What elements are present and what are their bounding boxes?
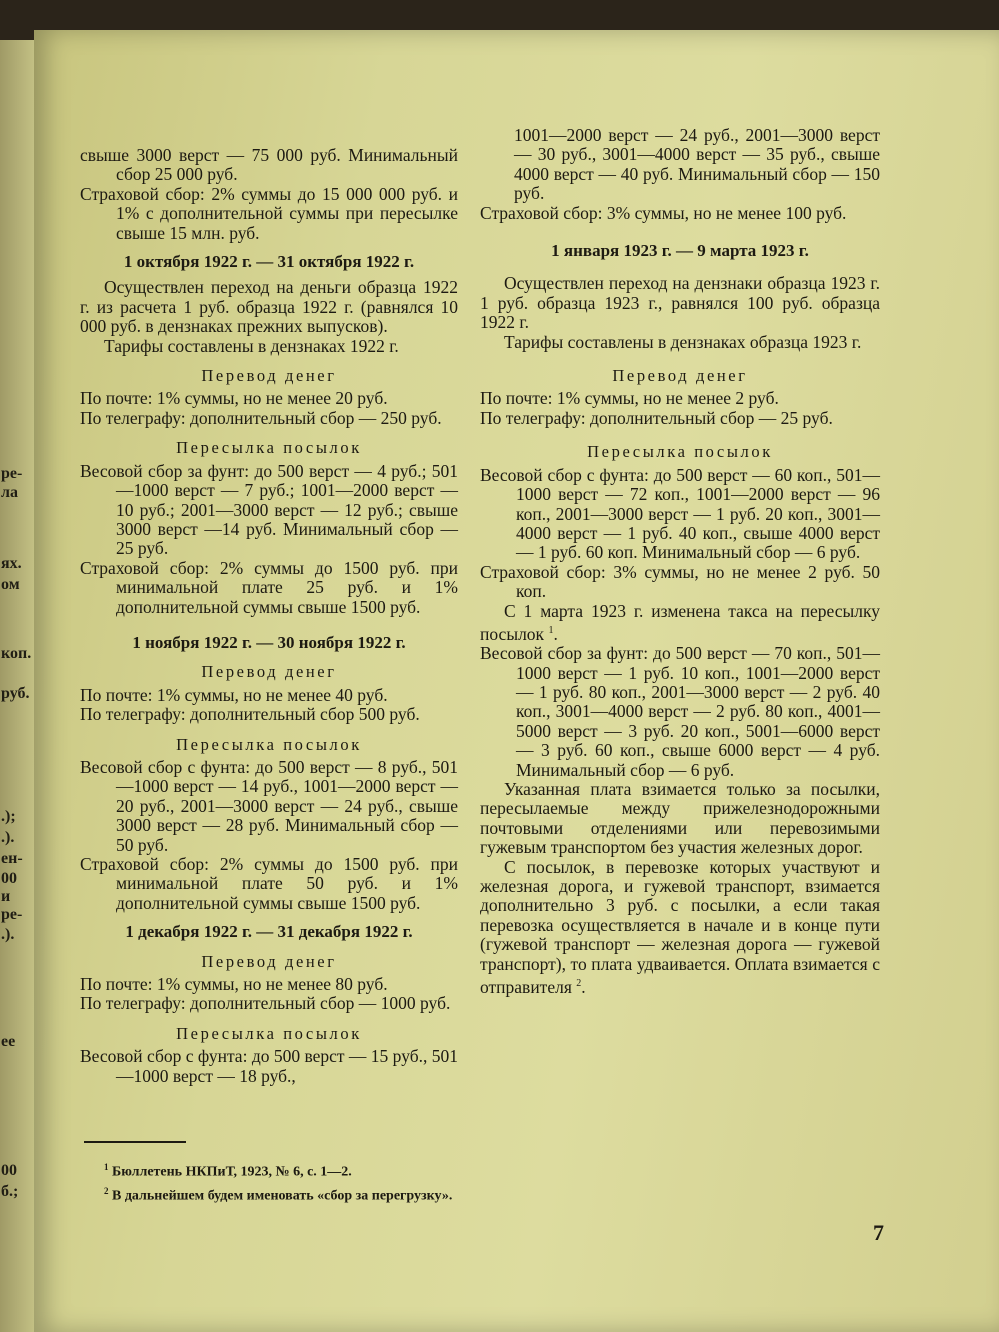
paragraph: По почте: 1% суммы, но не менее 2 руб. — [480, 388, 779, 409]
margin-fragment: ре- — [1, 906, 23, 923]
margin-fragment: коп. — [1, 645, 32, 662]
footnote-rule — [84, 1141, 186, 1143]
paragraph: Осуществлен переход на деньги образца 1922 г. из расчета 1 руб. образца 1922 г. (равнялся 10 000 руб. в дензнаках прежних выпусков). — [80, 277, 458, 337]
section-heading: Пересылка посылок — [176, 438, 362, 458]
footnote-number: 1 — [104, 1162, 109, 1172]
margin-fragment: ях. — [1, 555, 22, 572]
margin-fragment: 00 — [1, 870, 17, 887]
previous-page-edge — [0, 40, 34, 1332]
page-number: 7 — [873, 1220, 884, 1245]
paragraph: Страховой сбор: 2% суммы до 15 000 000 руб. и 1% с дополнительной суммы при пересылке свыше 15 млн. руб. — [80, 183, 458, 243]
margin-fragment: руб. — [1, 685, 30, 702]
paragraph: С посылок, в перевозке которых участвуют и железная дорога, и гужевой транспорт, взимается дополнительно 3 руб. с посылки, а если такая перевозка осуществляется в начале и в конце пути (гужевой транспорт — железная дорога — гужевой транспорт), то плата удваивается. Оплата взимается с отправителя $^2$. — [480, 856, 880, 997]
margin-fragment: и — [1, 888, 11, 905]
footnotes — [104, 1158, 604, 1205]
paragraph: Весовой сбор с фунта: до 500 верст — 8 руб., 501—1000 верст — 14 руб., 1001—2000 верст — 20 руб., 2001—3000 верст — 24 руб., свыше 3000 верст — 28 руб. Минимальный сбор — 50 руб. — [80, 756, 458, 855]
paragraph: По почте: 1% суммы, но не менее 40 руб. — [80, 684, 388, 705]
footnote — [104, 1158, 604, 1182]
footnote-ref: 2 — [576, 978, 582, 990]
paragraph-text: С посылок, в перевозке которых участвуют и железная дорога, и гужевой транспорт, взимается дополнительно 3 руб. с посылки, а если такая перевозка осуществляется в начале и в конце пути (гужевой транспорт — железная дорога — гужевой транспорт), то плата удваивается. Оплата взимается с отправителя — [480, 856, 880, 997]
paragraph: По телеграфу: дополнительный сбор 500 руб. — [80, 704, 420, 725]
paragraph: По телеграфу: дополнительный сбор — 1000 руб. — [80, 993, 451, 1014]
margin-fragment: ее — [1, 1033, 16, 1050]
paragraph: Страховой сбор: 2% суммы до 1500 руб. при минимальной плате 25 руб. и 1% дополнительной суммы свыше 1500 руб. — [80, 557, 458, 617]
paragraph: Осуществлен переход на дензнаки образца 1923 г. 1 руб. образца 1923 г., равнялся 100 руб. образца 1922 г. — [480, 273, 880, 333]
paragraph: По телеграфу: дополнительный сбор — 250 руб. — [80, 407, 442, 428]
paragraph: Страховой сбор: 3% суммы, но не менее 100 руб. — [480, 202, 847, 223]
paragraph: Весовой сбор с фунта: до 500 верст — 15 руб., 501—1000 верст — 18 руб., — [80, 1046, 459, 1086]
paragraph: По телеграфу: дополнительный сбор — 25 руб. — [480, 407, 833, 428]
footnote-number: 2 — [104, 1185, 109, 1196]
margin-fragment: б.; — [1, 1183, 19, 1200]
margin-fragment: 00 — [1, 1162, 17, 1179]
left-column — [80, 146, 458, 1086]
paragraph: По почте: 1% суммы, но не менее 80 руб. — [80, 974, 388, 995]
margin-fragment: .); — [1, 808, 16, 825]
date-heading: 1 октября 1922 г. — 31 октября 1922 г. — [123, 252, 415, 272]
section-heading: Пересылка посылок — [587, 442, 773, 462]
paragraph: Указанная плата взимается только за посылки, пересылаемые между прижелезнодорожными почтовыми отделениями или перевозимыми гужевым транспортом без участия железных дорог. — [480, 779, 880, 858]
paragraph: Тарифы составлены в дензнаках образца 1923 г. — [504, 331, 862, 352]
margin-fragment: ла — [1, 484, 18, 501]
section-heading: Пересылка посылок — [176, 1023, 362, 1043]
margin-fragment: .). — [1, 829, 15, 846]
paragraph: Весовой сбор за фунт: до 500 верст — 4 руб.; 501—1000 верст — 7 руб.; 1001—2000 верст — 10 руб.; 2001—3000 верст — 12 руб.; свыше 3000 верст —14 руб. Минимальный сбор — 25 руб. — [80, 460, 458, 559]
margin-fragment: ен- — [1, 850, 23, 867]
footnote-text: В дальнейшем будем именовать «сбор за перегрузку». — [112, 1188, 453, 1204]
paragraph: Тарифы составлены в дензнаках 1922 г. — [104, 335, 399, 356]
date-heading: 1 января 1923 г. — 9 марта 1923 г. — [551, 241, 809, 261]
footnote-text: Бюллетень НКПиТ, 1923, № 6, с. 1—2. — [112, 1164, 352, 1180]
paragraph: 1001—2000 верст — 24 руб., 2001—3000 верст — 30 руб., 3001—4000 верст — 35 руб., свыше 4000 верст — 40 руб. Минимальный сбор — 150 руб. — [514, 125, 880, 204]
section-heading: Перевод денег — [612, 366, 748, 386]
date-heading: 1 ноября 1922 г. — 30 ноября 1922 г. — [132, 632, 406, 652]
paragraph-text: С 1 марта 1923 г. изменена такса на пересылку посылок — [480, 600, 880, 644]
section-heading: Перевод денег — [201, 366, 337, 386]
paragraph: свыше 3000 верст — 75 000 руб. Минимальный сбор 25 000 руб. — [80, 145, 458, 185]
margin-fragment: .). — [1, 926, 15, 943]
right-column — [480, 126, 880, 997]
margin-fragment: ре- — [1, 465, 23, 482]
paragraph: Весовой сбор с фунта: до 500 верст — 60 коп., 501—1000 верст — 72 коп., 1001—2000 верст — 96 коп., 2001—3000 верст — 1 руб. 20 коп., 3001—4000 верст — 1 руб. 40 коп., свыше 4000 верст — 1 руб. 60 коп. Минимальный сбор — 6 руб. — [480, 464, 880, 563]
section-heading: Перевод денег — [201, 662, 337, 682]
paragraph: С 1 марта 1923 г. изменена такса на пересылку посылок $^1$. — [480, 600, 880, 644]
section-heading: Перевод денег — [201, 951, 337, 971]
date-heading: 1 декабря 1922 г. — 31 декабря 1922 г. — [125, 922, 413, 942]
paragraph: Весовой сбор за фунт: до 500 верст — 70 коп., 501—1000 верст — 1 руб. 10 коп., 1001—2000 верст — 1 руб. 80 коп., 2001—3000 верст — 2 руб. 40 коп., 3001—4000 верст — 2 руб. 80 коп., 4001—5000 верст — 3 руб. 20 коп., 5001—6000 верст — 3 руб. 60 коп., свыше 6000 верст — 4 руб. Минимальный сбор — 6 руб. — [480, 643, 880, 780]
paragraph: По почте: 1% суммы, но не менее 20 руб. — [80, 388, 388, 409]
footnote-ref: 1 — [548, 624, 554, 636]
paragraph: Страховой сбор: 3% суммы, но не менее 2 руб. 50 коп. — [480, 561, 880, 602]
margin-fragment: ом — [1, 576, 20, 593]
footnote — [104, 1182, 604, 1206]
paragraph: Страховой сбор: 2% суммы до 1500 руб. при минимальной плате 50 руб. и 1% дополнительной суммы свыше 1500 руб. — [80, 854, 458, 913]
section-heading: Пересылка посылок — [176, 734, 362, 754]
